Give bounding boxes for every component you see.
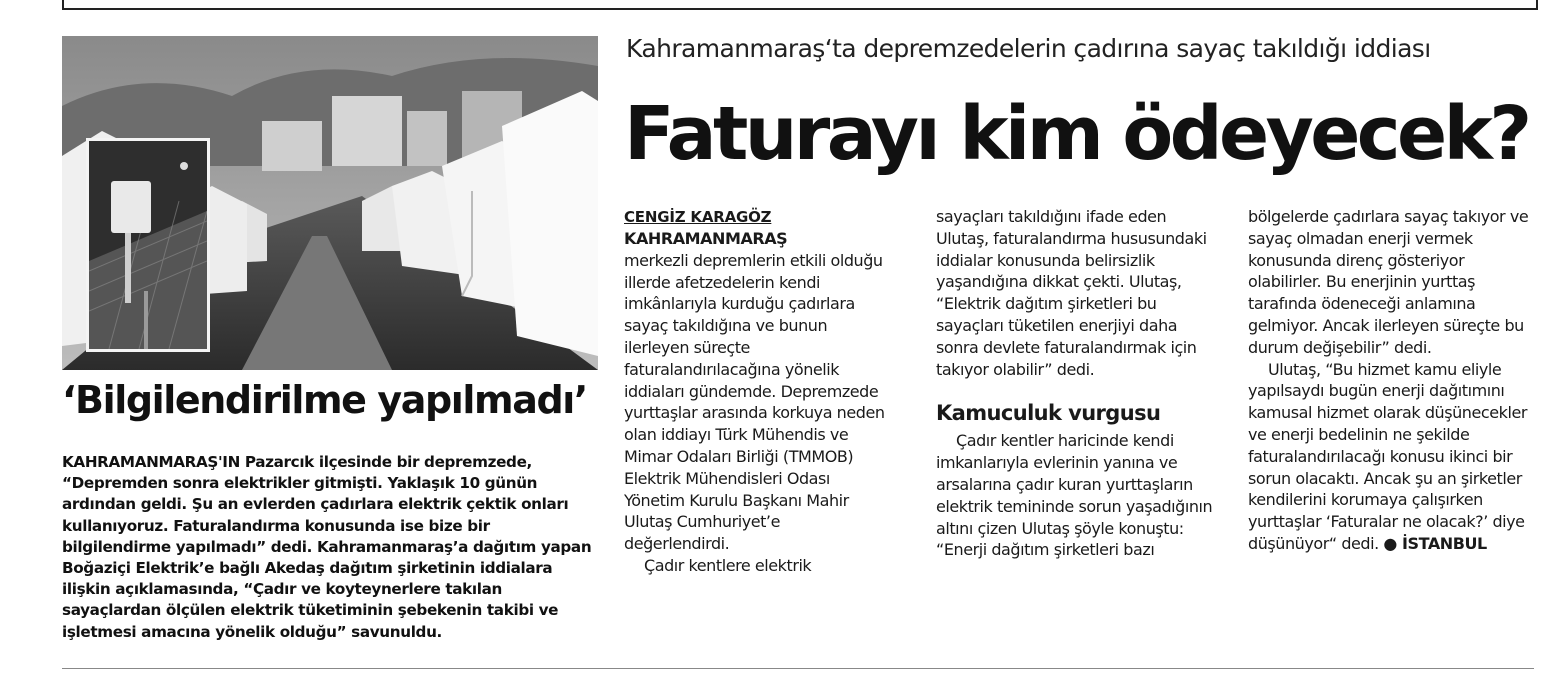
meter-box-scene [89, 141, 207, 349]
end-mark: ● İSTANBUL [1383, 533, 1487, 553]
top-frame-rule [62, 0, 1538, 10]
body-paragraph: merkezli depremlerin etkili olduğu illerde afetzedelerin kendi imkânlarıyla kurduğu çadırlara sayaç takıldığına ve bunun ilerleyen süreçte faturalandırılacağına yönelik iddiaları gündemde. Depremzede yurttaşlar arasında korkuya neden olan iddiayı Türk Mühendis ve Mimar Odaları Birliği (TMMOB) Elektrik Mühendisleri Odası Yönetim Kurulu Başkanı Mahir Ulutaş Cumhuriyet’e değerlendirdi. [624, 250, 885, 554]
body-paragraph: sayaçları takıldığını ifade eden Ulutaş, faturalandırma hususundaki iddialar konusunda belirsizlik yaşandığına dikkat çekti. Ulutaş, “Elektrik dağıtım şirketleri bu sayaçları tüketilen enerjiyi daha sonra devlete faturalandırmak için takıyor olabilir” dedi. [936, 207, 1207, 379]
article-kicker: Kahramanmaraş‘ta depremzedelerin çadırına sayaç takıldığı iddiası [626, 34, 1431, 63]
body-paragraph: Çadır kentlere elektrik [644, 555, 812, 575]
article-column-3 [1248, 206, 1538, 555]
body-paragraph: Çadır kentler haricinde kendi imkanlarıyla evlerinin yanına ve arsalarına çadır kuran yurttaşların elektrik temininde sorun yaşadığının altını çizen Ulutaş şöyle konuştu: “Enerji dağıtım şirketleri bazı [936, 431, 1213, 560]
photo-headline: ‘Bilgilendirilme yapılmadı’ [62, 378, 587, 422]
photo-caption: KAHRAMANMARAŞ'IN Pazarcık ilçesinde bir depremzede, “Depremden sonra elektrikler gitmişti. Yaklaşık 10 günün ardından geldi. Şu an evlerden çadırlara elektrik çektik onları kullanıyoruz. Faturalandırma konusunda ise bize bir bilgilendirme yapılmadı” dedi. Kahramanmaraş’a dağıtım yapan Boğaziçi Elektrik’e bağlı Akedaş dağıtım şirketinin iddialara ilişkin açıklamasında, “Çadır ve koyteynerlere takılan sayaçlardan ölçülen elektrik tüketiminin şebekenin takibi ve işletmesi amacına yönelik olduğu” savunuldu. [62, 453, 592, 641]
article-column-1 [624, 206, 888, 577]
electric-meter-inset-photo [86, 138, 210, 352]
body-paragraph: bölgelerde çadırlara sayaç takıyor ve sayaç olmadan enerji vermek konusunda direnç gösteriyor olabilirler. Bu enerjinin yurttaş tarafında ödeneceği anlamına gelmiyor. Ancak ilerleyen süreçte bu durum değişebilir” dedi. [1248, 207, 1529, 357]
tent-camp-photo [62, 36, 598, 370]
byline: CENGİZ KARAGÖZ [624, 208, 772, 226]
subheading: Kamuculuk vurgusu [936, 401, 1161, 426]
bottom-rule [62, 668, 1534, 669]
dateline: KAHRAMANMARAŞ [624, 229, 788, 248]
article-headline: Faturayı kim ödeyecek? [624, 91, 1529, 177]
article-column-2 [936, 206, 1216, 561]
body-paragraph-final [1248, 359, 1538, 555]
closing-text: Ulutaş, “Bu hizmet kamu eliyle yapılsaydı bugün enerji dağıtımını kamusal hizmet olarak düşünecekler ve enerji bedelinin ne şekilde faturalandırılacağı konusu ikinci bir sorun olacaktı. Ancak şu an şirketler kendilerini korumaya çalışırken yurttaşlar ‘Faturalar ne olacak?’ diye düşünüyor“ dedi. [1248, 359, 1527, 553]
